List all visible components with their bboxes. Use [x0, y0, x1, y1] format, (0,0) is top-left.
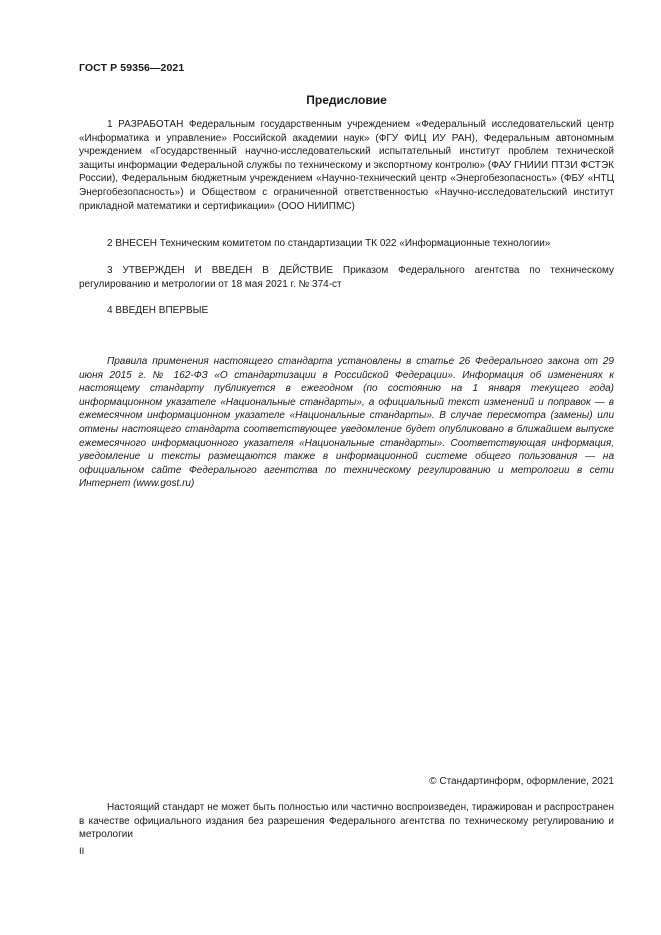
page-number: II: [79, 846, 85, 857]
copyright-line: © Стандартинформ, оформление, 2021: [429, 776, 614, 787]
preface-title: Предисловие: [306, 93, 387, 107]
preface-item-approved: 3 УТВЕРЖДЕН И ВВЕДЕН В ДЕЙСТВИЕ Приказом Федерального агентства по техническому регулированию и метрологии от 18 мая 2021 г. № 374-ст: [79, 265, 614, 290]
document-code: ГОСТ Р 59356—2021: [79, 62, 185, 74]
preface-item-submitted: 2 ВНЕСЕН Техническим комитетом по стандартизации ТК 022 «Информационные технологии»: [107, 238, 551, 249]
standard-rules-note: Правила применения настоящего стандарта установлены в статье 26 Федерального закона от 29 июня 2015 г. № 162-ФЗ «О стандартизации в Российской Федерации». Информация об изменениях к настоящему стандарту публикуется в ежегодном (по состоянию на 1 января текущего года) информационном указателе «Национальные стандарты», а официальный текст изменений и поправок — в ежемесячном информационном указателе «Национальные стандарты». В случае пересмотра (замены) или отмены настоящего стандарта соответствующее уведомление будет опубликовано в ближайшем выпуске ежемесячного информационного указателя «Национальные стандарты». Соответствующая информация, уведомление и тексты размещаются также в информационной системе общего пользования — на официальном сайте Федерального агентства по техническому регулированию и метрологии в сети Интернет (www.gost.ru): [79, 356, 614, 490]
preface-item-first-introduced: 4 ВВЕДЕН ВПЕРВЫЕ: [107, 305, 209, 316]
reproduction-notice: Настоящий стандарт не может быть полностью или частично воспроизведен, тиражирован и распространен в качестве официального издания без разрешения Федерального агентства по техническому регулированию и метрологии: [79, 802, 614, 841]
preface-item-developed: 1 РАЗРАБОТАН Федеральным государственным учреждением «Федеральный исследовательский центр «Информатика и управление» Российской академии наук» (ФГУ ФИЦ ИУ РАН), Федеральным автономным учреждением «Государственный научно-исследовательский испытательный институт проблем технической защиты информации Федеральной службы по техническому и экспортному контролю» (ФАУ ГНИИИ ПТЗИ ФСТЭК России), Федеральным бюджетным учреждением «Научно-технический центр «Энергобезопасность» (ФБУ «НТЦ Энергобезопасность») и Обществом с ограниченной ответственностью «Научно-исследовательский институт прикладной математики и сертификации» (ООО НИИПМС): [79, 119, 614, 212]
